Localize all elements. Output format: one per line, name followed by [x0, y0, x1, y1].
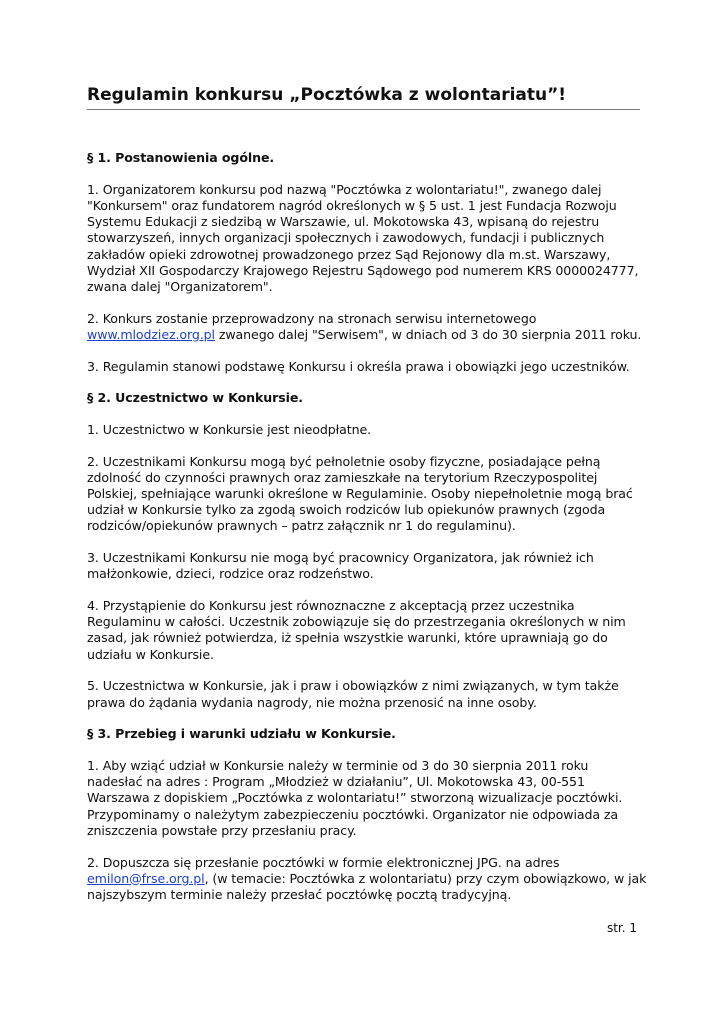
page-number: str. 1	[606, 921, 637, 935]
email-link[interactable]: emilon@frse.org.pl	[87, 870, 205, 886]
paragraph: 1. Uczestnictwo w Konkursie jest nieodpłatne.	[87, 421, 372, 437]
title-divider	[87, 109, 640, 110]
paragraph-text: 2. Konkurs zostanie przeprowadzony na stronach serwisu internetowego	[87, 310, 537, 326]
section-heading: § 1. Postanowienia ogólne.	[87, 150, 275, 165]
document-body	[87, 150, 647, 919]
website-link[interactable]: www.mlodziez.org.pl	[87, 326, 215, 342]
paragraph-text: 2. Dopuszcza się przesłanie pocztówki w formie elektronicznej JPG. na adres	[87, 854, 560, 870]
section-heading: § 2. Uczestnictwo w Konkursie.	[87, 390, 303, 406]
paragraph: 2. Uczestnikami Konkursu mogą być pełnoletnie osoby fizyczne, posiadające pełną zdolność do czynności prawnych oraz zamieszkałe na terytorium Rzeczypospolitej Polskiej, spełniające warunki określone w Regulaminie. Osoby niepełnoletnie mogą brać udział w Konkursie tylko za zgodą swoich rodziców lub opiekunów prawnych (zgoda rodziców/opiekunów prawnych – patrz załącznik nr 1 do regulaminu).	[87, 453, 633, 534]
paragraph: 4. Przystąpienie do Konkursu jest równoznaczne z akceptacją przez uczestnika Regulaminu w całości. Uczestnik zobowiązuje się do przestrzegania określonych w nim zasad, jak również potwierdza, iż spełnia wszystkie warunki, które uprawniają go do udziału w Konkursie.	[87, 598, 626, 662]
paragraph: 1. Aby wziąć udział w Konkursie należy w terminie od 3 do 30 sierpnia 2011 roku nadesłać na adres : Program „Młodzież w działaniu”, Ul. Mokotowska 43, 00-551 Warszawa z dopiskiem „Pocztówka z wolontariatu!” stworzoną wizualizacje pocztówki. Przypominamy o należytym zabezpieczeniu pocztówki. Organizator nie odpowiada za zniszczenia powstałe przy przesłaniu pracy.	[87, 757, 623, 838]
paragraph: 3. Regulamin stanowi podstawę Konkursu i określa prawa i obowiązki jego uczestników.	[87, 358, 630, 374]
paragraph: 3. Uczestnikami Konkursu nie mogą być pracownicy Organizatora, jak również ich małżonkowie, dzieci, rodzice oraz rodzeństwo.	[87, 550, 594, 582]
paragraph-text: zwanego dalej "Serwisem", w dniach od 3 do 30 sierpnia 2011 roku.	[214, 326, 642, 342]
paragraph-text: , (w temacie: Pocztówka z wolontariatu) przy czym obowiązkowo, w jak najszybszym terminie należy przesłać pocztówkę pocztą tradycyjną.	[87, 870, 647, 902]
paragraph: 1. Organizatorem konkursu pod nazwą "Pocztówka z wolontariatu!", zwanego dalej "Konkursem" oraz fundatorem nagród określonych w § 5 ust. 1 jest Fundacja Rozwoju Systemu Edukacji z siedzibą w Warszawie, ul. Mokotowska 43, wpisaną do rejestru stowarzyszeń, innych organizacji społecznych i zawodowych, fundacji i publicznych zakładów opieki zdrowotnej prowadzonego przez Sąd Rejonowy dla m.st. Warszawy, Wydział XII Gospodarczy Krajowego Rejestru Sądowego pod numerem KRS 0000024777, zwana dalej "Organizatorem".	[87, 181, 639, 294]
page-title: Regulamin konkursu „Pocztówka z wolontariatu”!	[87, 85, 567, 105]
paragraph: 5. Uczestnictwa w Konkursie, jak i praw i obowiązków z nimi związanych, w tym także prawa do żądania wydania nagrody, nie można przenosić na inne osoby.	[87, 678, 619, 710]
paragraph	[87, 855, 647, 904]
section-heading: § 3. Przebieg i warunki udziału w Konkursie.	[87, 726, 396, 742]
paragraph	[87, 311, 647, 343]
